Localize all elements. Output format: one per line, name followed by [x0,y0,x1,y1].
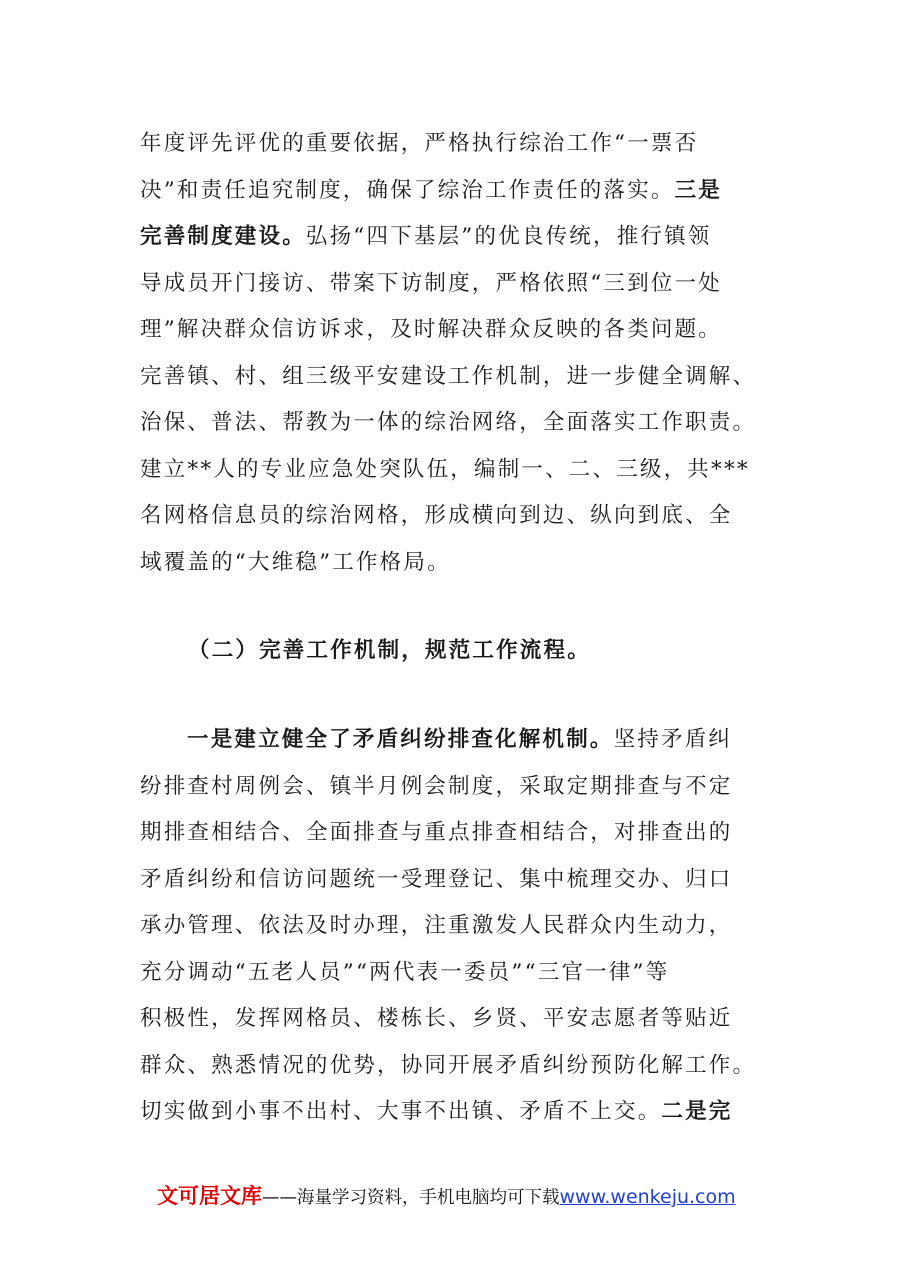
bold-text: 二是完 [661,1099,733,1124]
text-segment: 名网格信息员的综治网格，形成横向到边、纵向到底、全 [140,503,733,528]
footer-banner [157,1181,736,1213]
text-segment: 决”和责任追究制度，确保了综治工作责任的落实。 [140,177,675,203]
text-segment: 积极性，发挥网格员、楼栋长、乡贤、平安志愿者等贴近 [140,1006,733,1031]
text-segment: 导成员开门接访、带案下访制度，严格依照“三到位一处 [140,270,722,296]
text-segment: 纷排查村周例会、镇半月例会制度，采取定期排查与不定 [140,773,733,799]
bold-text: 一是建立健全了矛盾纠纷排查化解机制。 [187,727,614,752]
footer-slogan: ——海量学习资料，手机电脑均可下载 [262,1188,560,1208]
text-segment: 坚持矛盾纠 [613,727,733,752]
text-line [140,400,780,447]
text-line [140,214,780,261]
footer-brand: 文可居文库 [157,1184,262,1208]
text-segment: 群众、熟悉情况的优势，协同开展矛盾纠纷预防化解工作。 [140,1052,757,1078]
text-segment: 切实做到小事不出村、大事不出镇、矛盾不上交。 [140,1099,662,1124]
text-line [140,1043,780,1090]
text-segment: 年度评先评优的重要依据，严格执行综治工作“一票否 [140,131,699,156]
section-heading: （二）完善工作机制，规范工作流程。 [188,638,591,663]
footer-url-link[interactable]: www.wenkeju.com [559,1186,736,1208]
text-line [140,121,780,168]
bold-text: 完善制度建设。 [140,224,306,249]
text-segment: 充分调动“五老人员”“两代表一委员”“三官一律”等 [140,959,670,985]
text-line [140,168,780,215]
text-line [140,996,780,1043]
text-segment: 矛盾纠纷和信访问题统一受理登记、集中梳理交办、归口 [140,866,733,892]
text-line [140,447,780,494]
bold-text: 三是 [674,177,722,203]
text-segment: 弘扬“四下基层”的优良传统，推行镇领 [305,224,712,249]
text-segment: 承办管理、依法及时办理，注重激发人民群众内生动力， [140,913,733,938]
text-segment: 期排查相结合、全面排查与重点排查相结合，对排查出的 [140,820,733,845]
text-segment: 域覆盖的“大维稳”工作格局。 [140,549,451,575]
text-line [140,493,780,540]
text-segment: 治保、普法、帮教为一体的综治网络，全面落实工作职责。 [140,410,757,435]
text-line [140,950,780,997]
paragraph-1 [140,121,780,586]
text-line [140,261,780,308]
text-segment: 建立**人的专业应急处突队伍，编制一、二、三级，共*** [140,456,750,482]
text-line [140,540,780,587]
text-line [140,354,780,401]
text-segment: 理”解决群众信访诉求，及时解决群众反映的各类问题。 [140,317,722,342]
text-line [140,307,780,354]
text-line [140,810,780,857]
text-line [140,764,780,811]
text-line [140,717,780,764]
text-line [140,903,780,950]
text-segment: 完善镇、村、组三级平安建设工作机制，进一步健全调解、 [140,363,757,389]
text-line [140,1089,780,1136]
text-line [140,857,780,904]
paragraph-2 [140,717,780,1136]
